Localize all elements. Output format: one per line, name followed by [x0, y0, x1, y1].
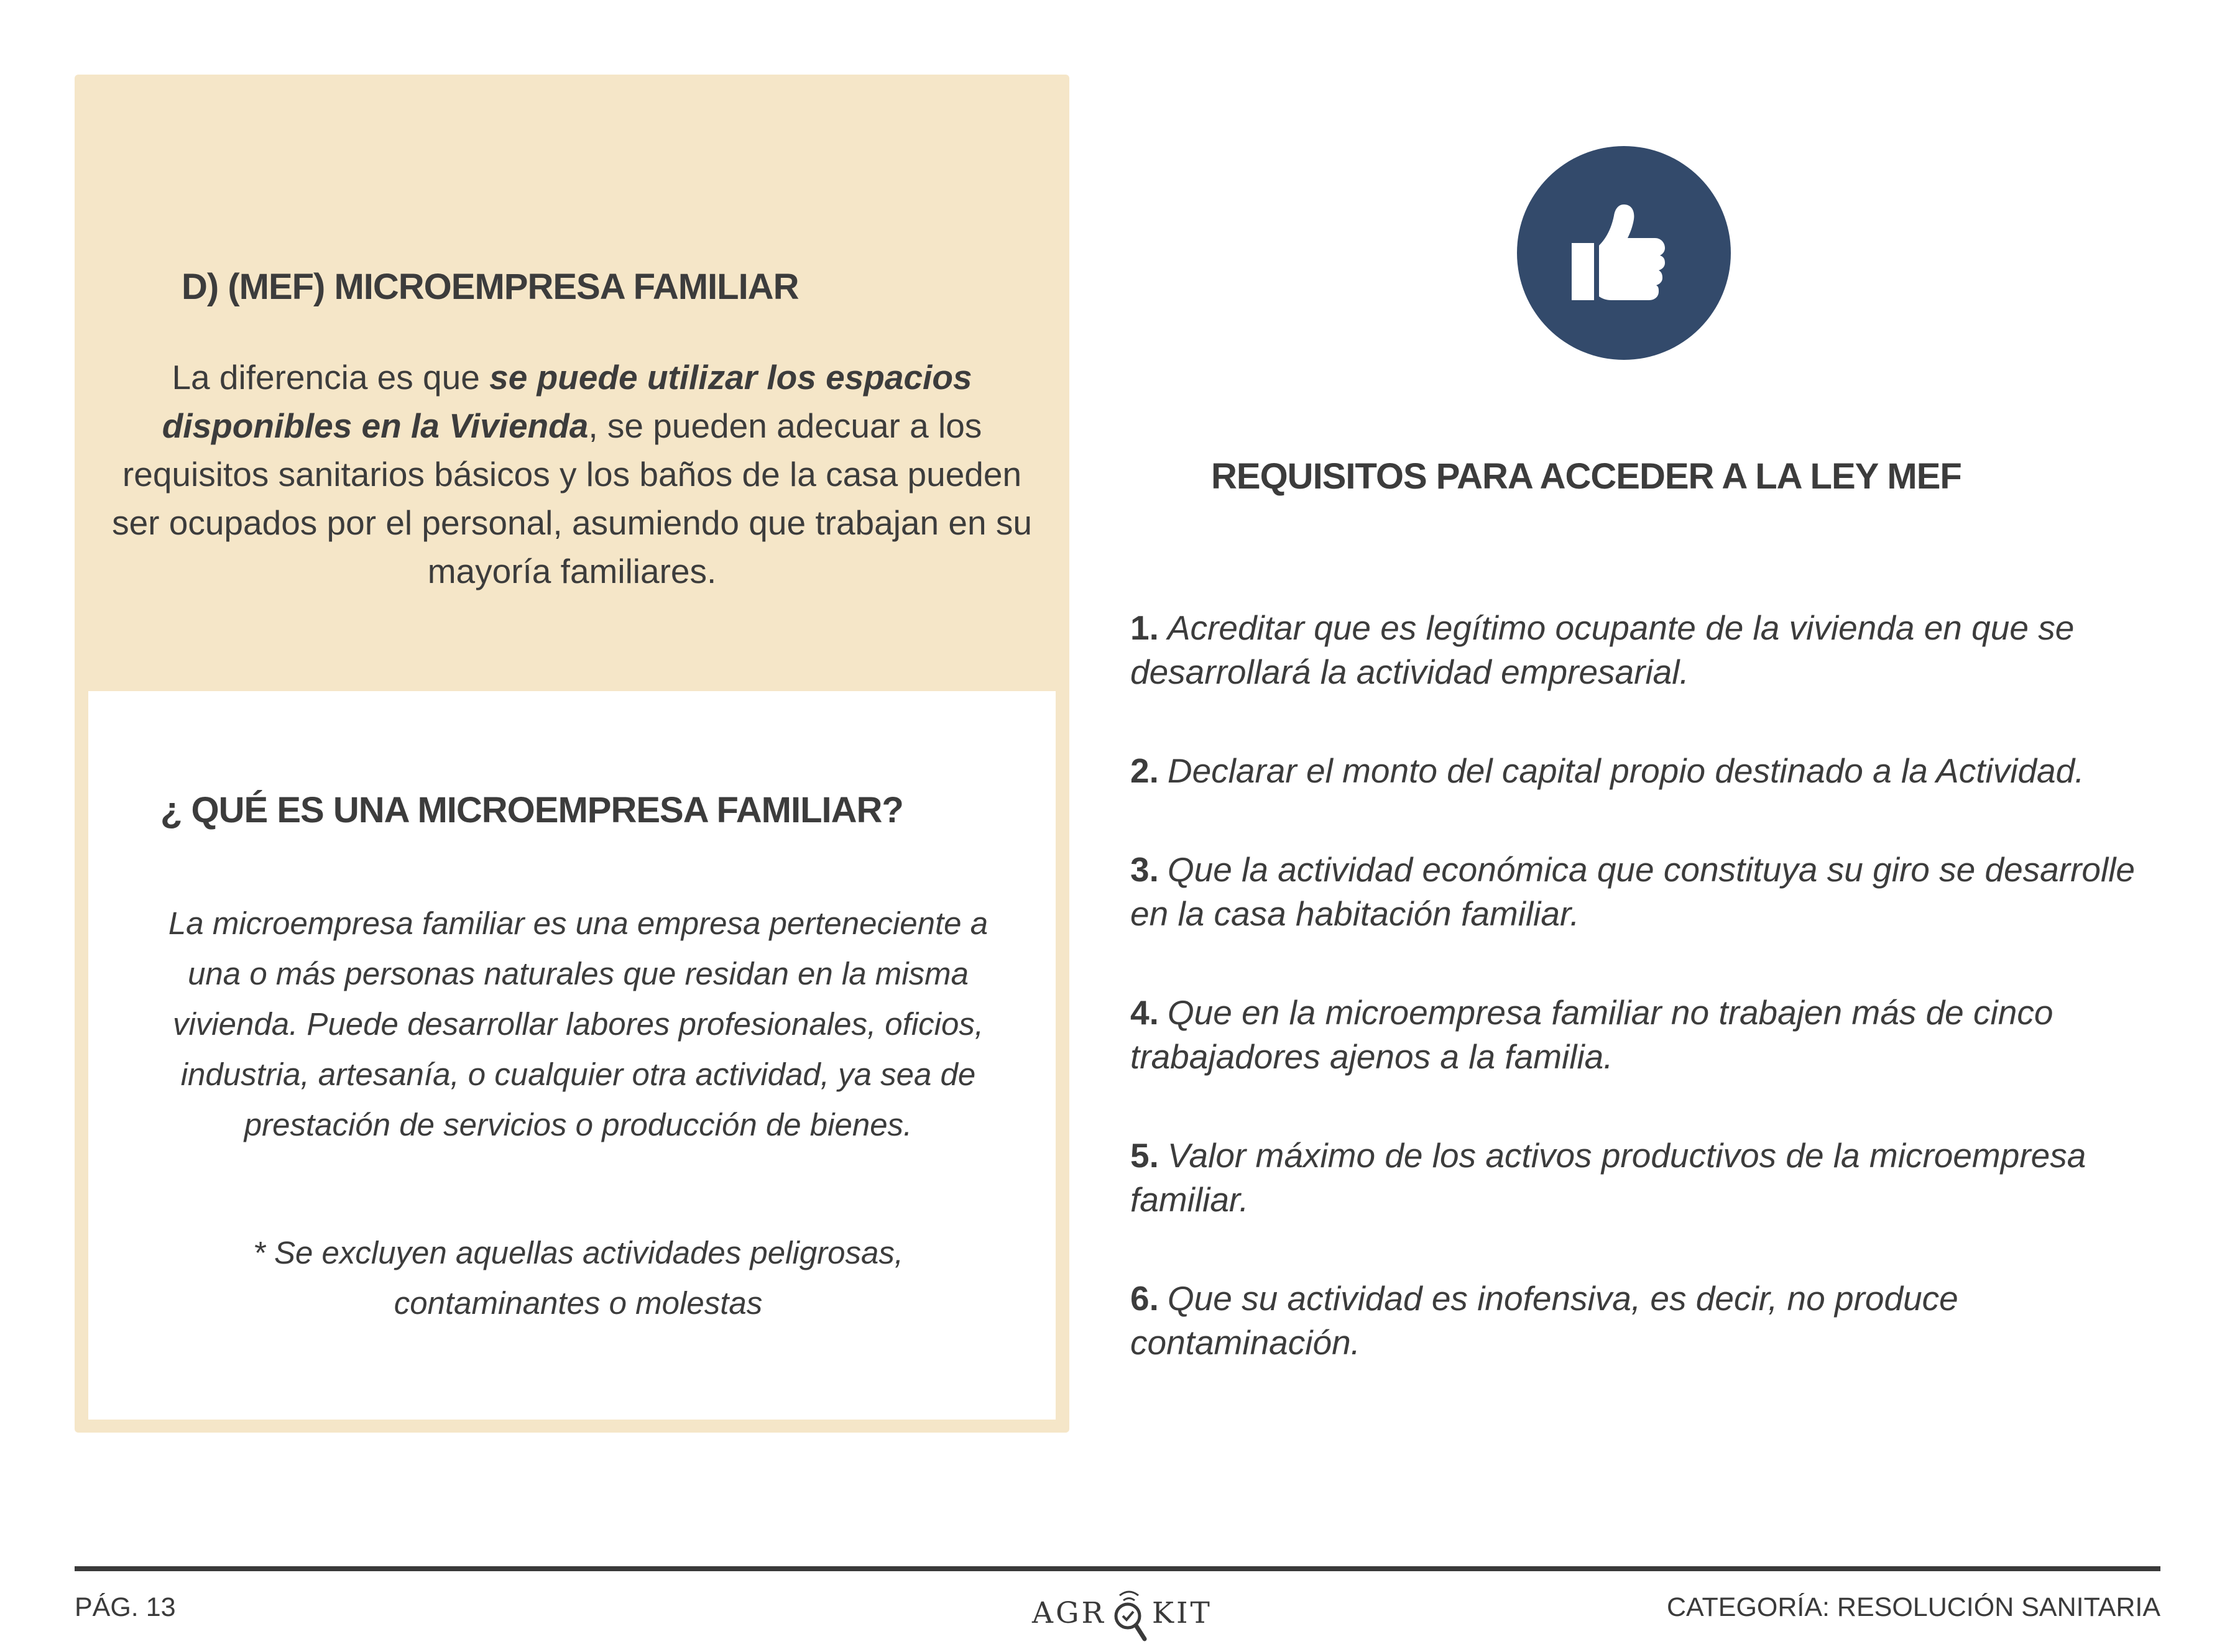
requirement-number: 6. — [1130, 1279, 1159, 1318]
definition-title: ¿ QUÉ ES UNA MICROEMPRESA FAMILIAR? — [160, 790, 903, 830]
requirement-item — [1130, 606, 2150, 694]
mef-description: La diferencia es que se puede utilizar los espacios disponibles en la Vivienda, se pueden adecuar a los requisitos sanitarios básicos y los baños de la casa pueden ser ocupados por el personal, asumiendo que trabajan en su mayoría familiares. — [112, 358, 1032, 590]
magnifier-icon — [1107, 1582, 1151, 1644]
requirement-text: Que en la microempresa familiar no trabajen más de cinco trabajadores ajenos a la familia. — [1130, 993, 2053, 1076]
requirements-list — [1130, 606, 2150, 1420]
mef-section-title: D) (MEF) MICROEMPRESA FAMILIAR — [182, 267, 799, 307]
logo-text-left: AGR — [1032, 1595, 1106, 1630]
requirement-item — [1130, 1277, 2150, 1365]
thumbs-up-glyph — [1562, 191, 1686, 315]
requirement-item — [1130, 848, 2150, 936]
page-number: PÁG. 13 — [75, 1592, 176, 1622]
requirement-text: Valor máximo de los activos productivos de la microempresa familiar. — [1130, 1136, 2086, 1219]
requirement-number: 4. — [1130, 993, 1159, 1032]
requirement-number: 2. — [1130, 751, 1159, 790]
requirement-item — [1130, 749, 2150, 793]
requirement-text: Que la actividad económica que constituya su giro se desarrolle en la casa habitación familiar. — [1130, 850, 2136, 933]
thumbs-up-icon — [1517, 146, 1731, 360]
requirement-number: 5. — [1130, 1136, 1159, 1175]
requirement-number: 3. — [1130, 850, 1159, 889]
logo-text-right: KIT — [1151, 1595, 1212, 1630]
requirement-text: Declarar el monto del capital propio destinado a la Actividad. — [1167, 751, 2085, 790]
requirement-item — [1130, 1134, 2150, 1222]
definition-text: La microempresa familiar es una empresa perteneciente a una o más personas naturales que residan en la misma vivienda. Puede desarrollar labores profesionales, oficios, industria, artesanía, o cualquier otra actividad, ya sea de prestación de servicios o producción de bienes. — [168, 906, 989, 1142]
category-label: CATEGORÍA: RESOLUCIÓN SANITARIA — [1666, 1592, 2160, 1622]
agrokit-logo — [1032, 1579, 1212, 1647]
requirement-number: 1. — [1130, 608, 1159, 647]
requirement-text: Acreditar que es legítimo ocupante de la vivienda en que se desarrollará la actividad empresarial. — [1130, 608, 2075, 691]
requirements-title: REQUISITOS PARA ACCEDER A LA LEY MEF — [1211, 456, 1961, 497]
requirement-item — [1130, 991, 2150, 1079]
footer-divider — [75, 1566, 2160, 1571]
requirement-text: Que su actividad es inofensiva, es decir, no produce contaminación. — [1130, 1279, 1958, 1362]
exclusion-note: * Se excluyen aquellas actividades peligrosas, contaminantes o molestas — [252, 1235, 904, 1321]
